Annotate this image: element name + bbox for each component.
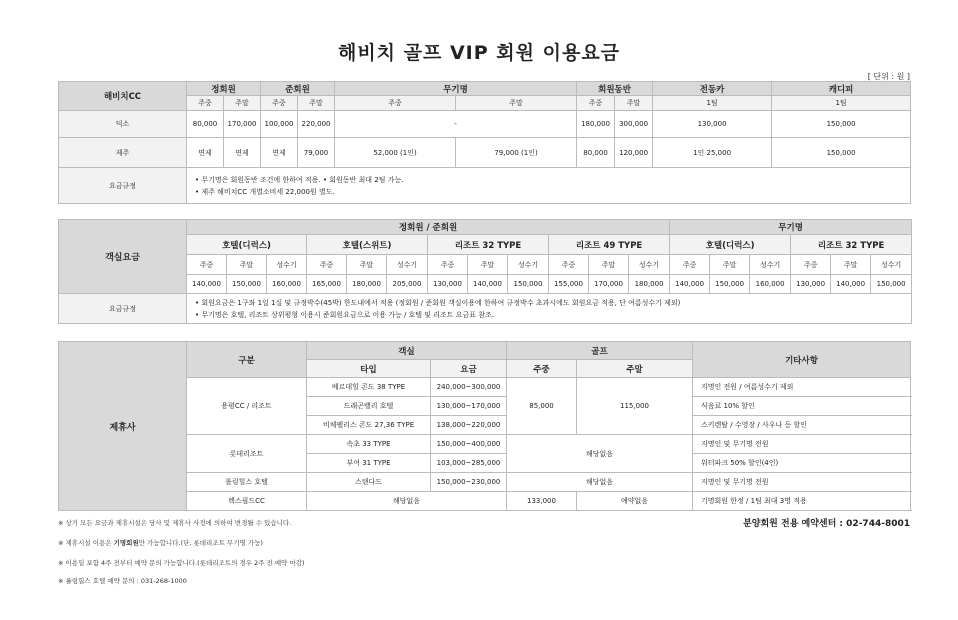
table2-corner: 객실요금 <box>59 220 187 294</box>
table-cell: 180,000 <box>577 111 615 138</box>
rules-text <box>187 294 912 324</box>
type-header: 리조트 32 TYPE <box>791 235 912 255</box>
partner-table <box>58 341 911 511</box>
group-anonymous: 무기명 <box>670 220 912 235</box>
table-cell: 스탠다드 <box>307 473 431 492</box>
sub-header: 주말 <box>298 96 335 111</box>
note-1: ※ 상기 모든 요금과 제휴시설은 당사 및 제휴사 사정에 의하여 변경될 수 있습니다. <box>58 519 292 527</box>
table3-corner: 제휴사 <box>59 342 187 511</box>
sub-header: 주중 <box>187 96 224 111</box>
sub-header: 주말 <box>710 255 750 275</box>
table-cell: 1인 25,000 <box>653 138 772 168</box>
table-cell: 140,000 <box>187 275 227 294</box>
weekday-header: 주중 <box>507 360 577 378</box>
sub-header: 주중 <box>670 255 710 275</box>
reservation-center: 분양회원 전용 예약센터 : 02-744-8001 <box>743 519 910 529</box>
rule-line: • 회원요금은 1구좌 1일 1실 및 규정박수(45박) 한도내에서 적용 (정회원 / 준회원 객실이용에 한하여 규정박수 초과시에도 회원요금 적용, 단 여름성수기 제외) <box>195 298 681 307</box>
table-cell: 170,000 <box>589 275 629 294</box>
table-cell: 85,000 <box>507 378 577 435</box>
table-cell: 지명인 및 무기명 전원 <box>693 435 911 454</box>
table-cell: 150,000 <box>772 138 911 168</box>
table-cell: 150,000 <box>772 111 911 138</box>
table-cell: 지명인 및 무기명 전원 <box>693 473 911 492</box>
rule-line: • 무기명은 호텔, 리조트 상위평형 이용시 준회원요금으로 이용 가능 / 호텔 및 리조트 요금표 참조. <box>195 310 495 319</box>
table-cell: 170,000 <box>224 111 261 138</box>
note-2-post: 만 가능합니다.(단, 롯데리조트 무기명 가능) <box>138 539 263 547</box>
table-cell: 130,000 <box>428 275 468 294</box>
group-member: 정회원 / 준회원 <box>187 220 670 235</box>
sub-header: 주말 <box>615 96 653 111</box>
partner-rolling-hills: 롤링힐스 호텔 <box>187 473 307 492</box>
table1-corner: 해비치CC <box>59 82 187 111</box>
type-header: 리조트 49 TYPE <box>549 235 670 255</box>
rule-line: • 무기명은 회원동반 조건에 한하여 적용. • 회원동반 최대 2팀 가능. <box>195 175 404 184</box>
etc-header: 기타사항 <box>693 342 911 378</box>
sub-header: 주중 <box>549 255 589 275</box>
header-cart: 전동카 <box>653 82 772 96</box>
table-cell: 180,000 <box>347 275 387 294</box>
note-4: ※ 롤링힐스 호텔 예약 문의 : 031-268-1000 <box>58 577 187 585</box>
sub-header: 주말 <box>589 255 629 275</box>
table-cell: 130,000~170,000 <box>431 397 507 416</box>
sub-header: 주중 <box>307 255 347 275</box>
header-regular: 정회원 <box>187 82 261 96</box>
note-2 <box>58 538 263 547</box>
table-cell: 130,000 <box>791 275 831 294</box>
table-cell: 220,000 <box>298 111 335 138</box>
unit-label: [ 단위 : 원 ] <box>867 72 910 81</box>
table-cell: 130,000 <box>653 111 772 138</box>
table-cell: 165,000 <box>307 275 347 294</box>
header-anonymous: 무기명 <box>335 82 577 96</box>
sub-header: 성수기 <box>508 255 549 275</box>
gubun-header: 구분 <box>187 342 307 378</box>
note-3: ※ 이용일 포함 4주 전부터 예약 문의 가능합니다.(롯데리조트의 경우 2주 전 예약 마감) <box>58 559 305 567</box>
table-cell: 베르데힐 콘도 38 TYPE <box>307 378 431 397</box>
table-cell: 140,000 <box>670 275 710 294</box>
sub-header: 1팀 <box>772 96 911 111</box>
table-cell: 52,000 (1인) <box>335 138 456 168</box>
partner-lexfield: 렉스필드CC <box>187 492 307 511</box>
sub-header: 주말 <box>456 96 577 111</box>
table-cell: 해당없음 <box>507 435 693 473</box>
type-header: 호텔(디럭스) <box>670 235 791 255</box>
sub-header: 주중 <box>335 96 456 111</box>
table-cell: 80,000 <box>187 111 224 138</box>
partner-yongpyong: 용평CC / 리조트 <box>187 378 307 435</box>
table-cell: 133,000 <box>507 492 577 511</box>
page-title: 해비치 골프 VIP 회원 이용요금 <box>337 42 621 64</box>
type-header: 리조트 32 TYPE <box>428 235 549 255</box>
table-cell: 150,000~230,000 <box>431 473 507 492</box>
sub-header: 주말 <box>831 255 871 275</box>
sub-header: 주중 <box>261 96 298 111</box>
table-cell: - <box>335 111 577 138</box>
partner-lotte: 롯데리조트 <box>187 435 307 473</box>
sub-header: 성수기 <box>750 255 791 275</box>
table-cell: 면제 <box>224 138 261 168</box>
header-companion: 회원동반 <box>577 82 653 96</box>
table-cell: 예약없음 <box>577 492 693 511</box>
sub-header: 성수기 <box>387 255 428 275</box>
rules-text <box>187 168 911 204</box>
table-cell: 140,000 <box>831 275 871 294</box>
table-cell: 150,000 <box>227 275 267 294</box>
table-cell: 138,000~220,000 <box>431 416 507 435</box>
table-cell: 해당없음 <box>507 473 693 492</box>
table-cell: 120,000 <box>615 138 653 168</box>
sub-header: 주말 <box>224 96 261 111</box>
table-cell: 115,000 <box>577 378 693 435</box>
table-cell: 150,000 <box>871 275 912 294</box>
type-header: 타입 <box>307 360 431 378</box>
table-cell: 140,000 <box>468 275 508 294</box>
type-header: 호텔(스위트) <box>307 235 428 255</box>
table-cell: 해당없음 <box>307 492 507 511</box>
table-cell: 150,000~400,000 <box>431 435 507 454</box>
table-cell: 103,000~285,000 <box>431 454 507 473</box>
golf-fee-table <box>58 81 911 204</box>
table-cell: 면제 <box>187 138 224 168</box>
note-2-pre: ※ 제휴시설 이용은 <box>58 539 114 547</box>
type-header: 호텔(디럭스) <box>187 235 307 255</box>
sub-header: 주중 <box>187 255 227 275</box>
rule-label: 요금규정 <box>59 168 187 204</box>
rule-label: 요금규정 <box>59 294 187 324</box>
room-header: 객실 <box>307 342 507 360</box>
note-2-bold: 기명회원 <box>113 539 139 547</box>
row-label-jeju: 제주 <box>59 138 187 168</box>
room-fee-table <box>58 219 912 324</box>
rule-line: • 제주 해비치CC 개별소비세 22,000원 별도. <box>195 187 335 196</box>
table-cell: 79,000 (1인) <box>456 138 577 168</box>
sub-header: 1팀 <box>653 96 772 111</box>
fee-header: 요금 <box>431 360 507 378</box>
table-cell: 기명회원 한정 / 1팀 최대 3명 적용 <box>693 492 911 511</box>
table-cell: 속초 33 TYPE <box>307 435 431 454</box>
sub-header: 주말 <box>468 255 508 275</box>
table-cell: 80,000 <box>577 138 615 168</box>
table-cell: 100,000 <box>261 111 298 138</box>
header-associate: 준회원 <box>261 82 335 96</box>
table-cell: 300,000 <box>615 111 653 138</box>
sub-header: 주말 <box>227 255 267 275</box>
sub-header: 성수기 <box>871 255 912 275</box>
table-cell: 비체펠리스 콘도 27,36 TYPE <box>307 416 431 435</box>
header-caddie: 캐디피 <box>772 82 911 96</box>
table-cell: 155,000 <box>549 275 589 294</box>
table-cell: 스키렌탈 / 수영장 / 사우나 등 할인 <box>693 416 911 435</box>
golf-header: 골프 <box>507 342 693 360</box>
table-cell: 면제 <box>261 138 298 168</box>
table-cell: 160,000 <box>267 275 307 294</box>
table-cell: 160,000 <box>750 275 791 294</box>
table-cell: 워터파크 50% 할인(4인) <box>693 454 911 473</box>
sub-header: 주말 <box>347 255 387 275</box>
sub-header: 주중 <box>428 255 468 275</box>
table-cell: 180,000 <box>629 275 670 294</box>
weekend-header: 주말 <box>577 360 693 378</box>
sub-header: 성수기 <box>267 255 307 275</box>
table-cell: 79,000 <box>298 138 335 168</box>
sub-header: 주중 <box>791 255 831 275</box>
table-cell: 드래곤밸리 호텔 <box>307 397 431 416</box>
table-cell: 식음료 10% 할인 <box>693 397 911 416</box>
table-cell: 240,000~300,000 <box>431 378 507 397</box>
row-label-deokso: 덕소 <box>59 111 187 138</box>
table-cell: 부여 31 TYPE <box>307 454 431 473</box>
table-cell: 150,000 <box>710 275 750 294</box>
sub-header: 성수기 <box>629 255 670 275</box>
table-cell: 지명인 전원 / 여름성수기 제외 <box>693 378 911 397</box>
sub-header: 주중 <box>577 96 615 111</box>
table-cell: 205,000 <box>387 275 428 294</box>
table-cell: 150,000 <box>508 275 549 294</box>
